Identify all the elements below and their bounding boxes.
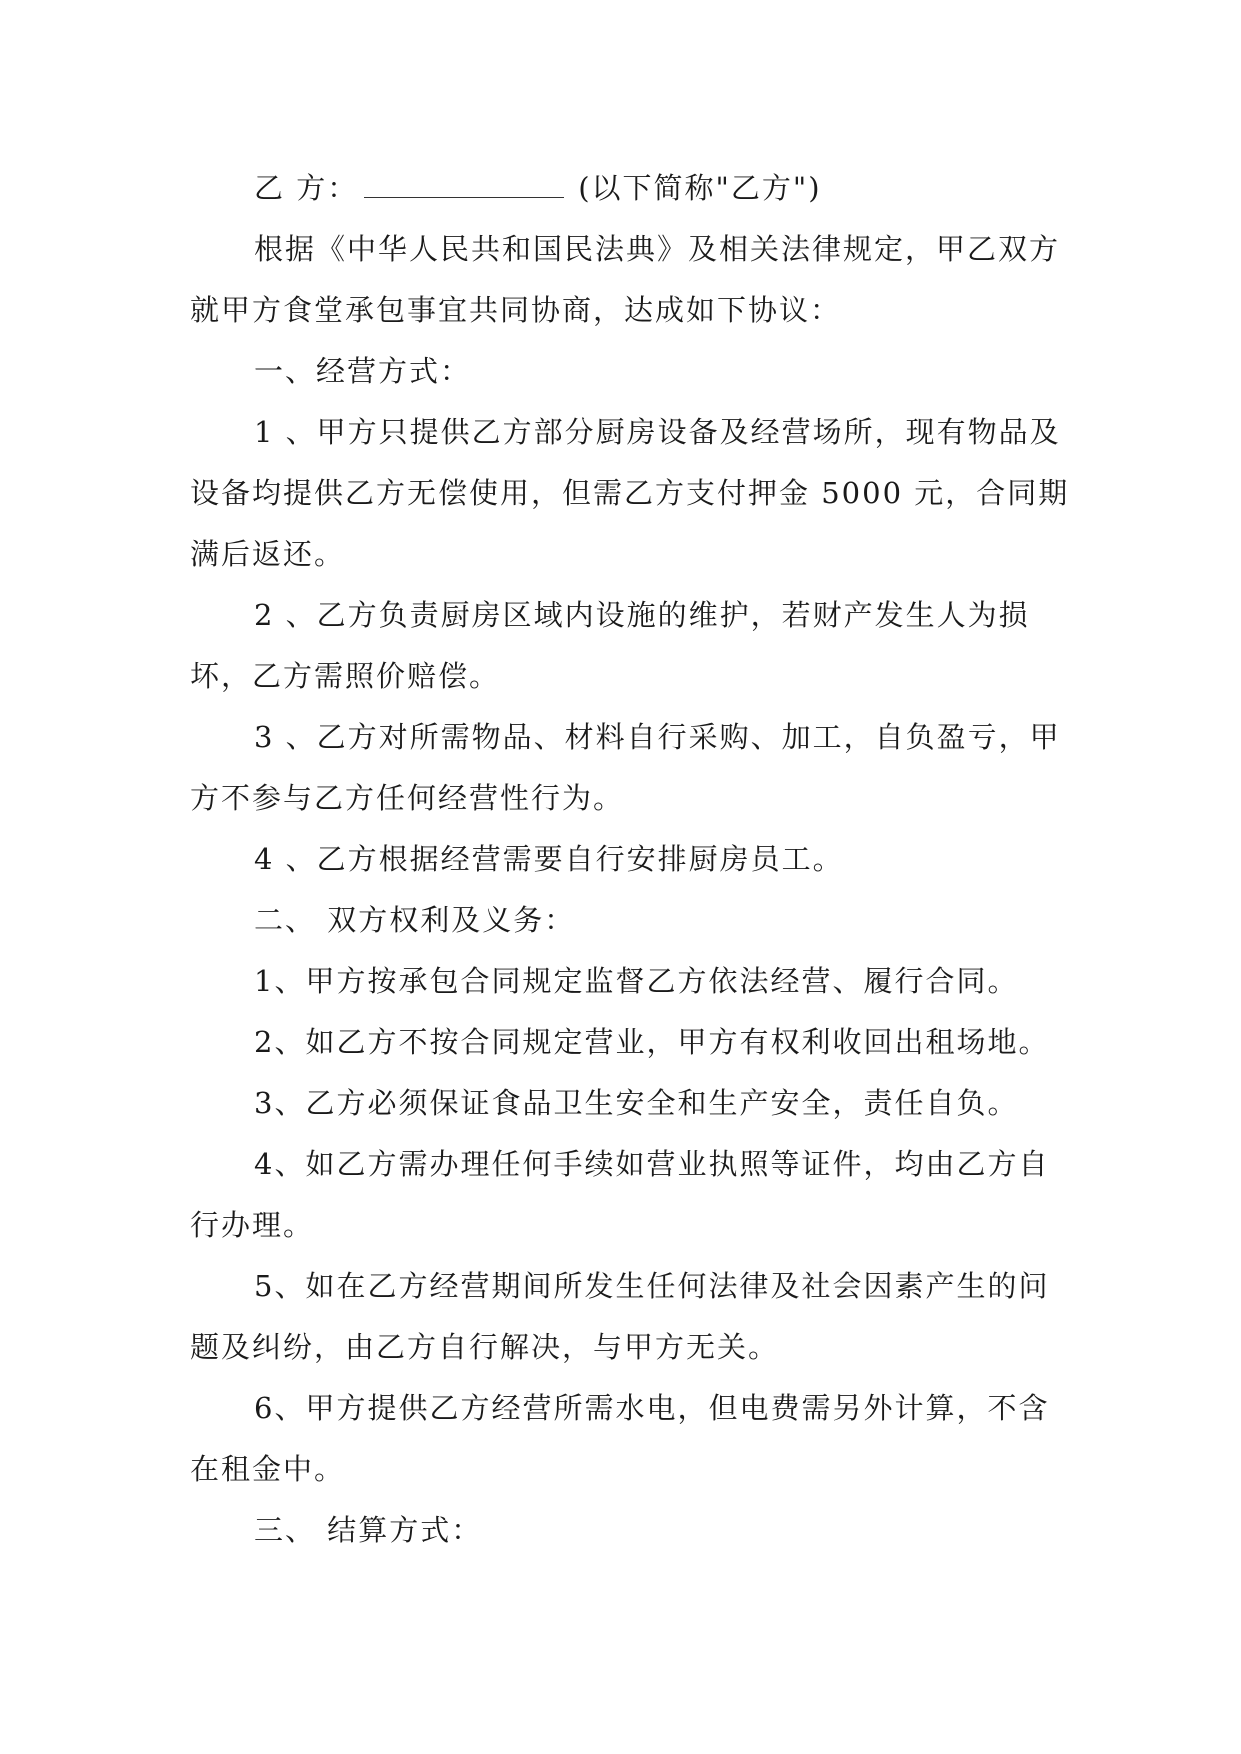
clause-2-2: 2、如乙方不按合同规定营业，甲方有权利收回出租场地。 <box>254 1025 1050 1059</box>
clause-2-1: 1、甲方按承包合同规定监督乙方依法经营、履行合同。 <box>254 964 1019 998</box>
heading-operation-mode: 一、经营方式： <box>254 354 472 388</box>
paragraph-intro: 根据《中华人民共和国民法典》及相关法律规定，甲乙双方就甲方食堂承包事宜共同协商，达成如下协议： <box>190 232 1061 327</box>
party-b-line <box>190 158 1070 219</box>
clause-1-4: 4 、乙方根据经营需要自行安排厨房员工。 <box>254 842 844 876</box>
clause-1-2: 2 、乙方负责厨房区域内设施的维护，若财产发生人为损坏，乙方需照价赔偿。 <box>190 598 1030 693</box>
clause-1-1: 1 、甲方只提供乙方部分厨房设备及经营场所，现有物品及设备均提供乙方无偿使用，但需乙方支付押金 5000 元，合同期满后返还。 <box>190 415 1070 571</box>
party-b-label: 乙 方： <box>254 171 359 205</box>
party-b-note: (以下简称"乙方") <box>578 171 822 205</box>
clause-2-6: 6、甲方提供乙方经营所需水电，但电费需另外计算，不含在租金中。 <box>190 1391 1050 1486</box>
party-b-blank <box>364 169 564 198</box>
document-body <box>190 158 1070 1561</box>
clause-1-3: 3 、乙方对所需物品、材料自行采购、加工，自负盈亏，甲方不参与乙方任何经营性行为。 <box>190 720 1061 815</box>
clause-2-4: 4、如乙方需办理任何手续如营业执照等证件，均由乙方自行办理。 <box>190 1147 1050 1242</box>
clause-2-5: 5、如在乙方经营期间所发生任何法律及社会因素产生的问题及纠纷，由乙方自行解决，与甲方无关。 <box>190 1269 1050 1364</box>
clause-2-3: 3、乙方必须保证食品卫生安全和生产安全，责任自负。 <box>254 1086 1019 1120</box>
heading-settlement: 三、 结算方式： <box>254 1513 483 1547</box>
heading-rights-obligations: 二、 双方权利及义务： <box>254 903 576 937</box>
